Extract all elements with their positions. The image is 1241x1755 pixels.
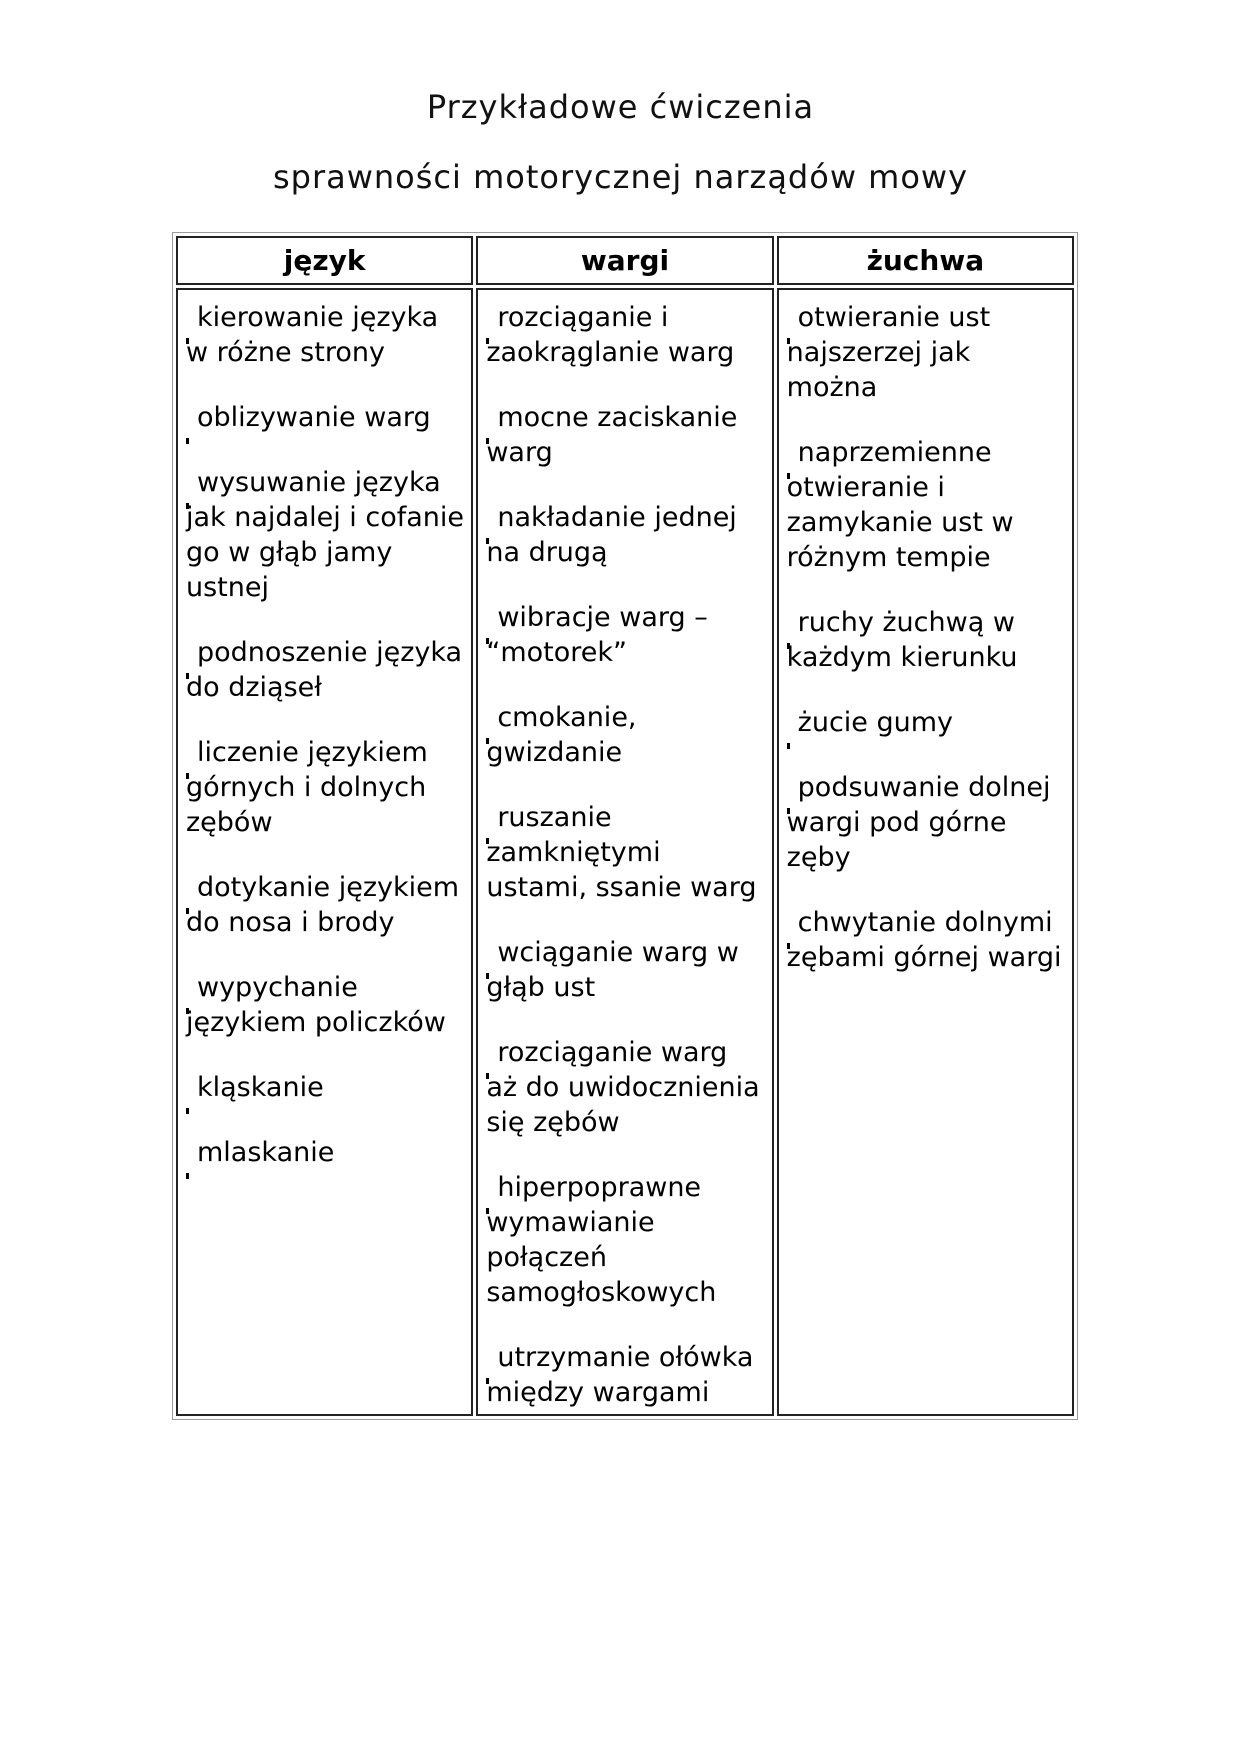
list-item <box>186 970 465 1040</box>
item-text: mlaskanie <box>197 1137 335 1168</box>
item-text: kierowanie języka w różne strony <box>186 302 439 368</box>
item-text: utrzymanie ołówka między wargami <box>486 1342 754 1408</box>
list-item <box>486 1170 765 1310</box>
item-text: liczenie językiem górnych i dolnych zębów <box>186 737 428 838</box>
list-item <box>186 400 465 435</box>
item-text: ruchy żuchwą w każdym kierunku <box>786 607 1018 673</box>
list-item <box>486 1340 765 1410</box>
item-text: chwytanie dolnymi zębami górnej wargi <box>786 907 1062 973</box>
column-wargi <box>476 288 773 1416</box>
item-text: podnoszenie języka do dziąseł <box>186 637 463 703</box>
item-text: cmokanie, gwizdanie <box>486 702 637 768</box>
column-zuchwa <box>777 288 1074 1416</box>
list-item <box>186 1135 465 1170</box>
list-item <box>486 700 765 770</box>
item-text: rozciąganie warg aż do uwidocznienia się zębów <box>486 1037 760 1138</box>
list-item <box>486 800 765 905</box>
list-item <box>486 935 765 1005</box>
item-text: wysuwanie języka jak najdalej i cofanie go w głąb jamy ustnej <box>186 467 465 603</box>
header-row <box>176 236 1074 285</box>
exercises-table <box>172 232 1078 1420</box>
list-item <box>486 1035 765 1140</box>
list-item <box>186 735 465 840</box>
item-text: rozciąganie i zaokrąglanie warg <box>486 302 735 368</box>
page-subtitle: sprawności motorycznej narządów mowy <box>272 158 969 196</box>
list-item <box>486 500 765 570</box>
item-text: ruszanie zamkniętymi ustami, ssanie warg <box>486 802 757 903</box>
list-item <box>486 400 765 470</box>
column-header-wargi: wargi <box>476 236 773 285</box>
item-text: wypychanie językiem policzków <box>186 972 446 1038</box>
column-header-zuchwa: żuchwa <box>777 236 1074 285</box>
list-item <box>787 605 1066 675</box>
item-text: podsuwanie dolnej wargi pod górne zęby <box>786 772 1051 873</box>
list-item <box>186 1070 465 1105</box>
column-header-jezyk: język <box>176 236 473 285</box>
item-text: kląskanie <box>197 1072 324 1103</box>
list-item <box>787 905 1066 975</box>
item-text: naprzemienne otwieranie i zamykanie ust w różnym tempie <box>786 437 1014 573</box>
list-item <box>787 435 1066 575</box>
list-item <box>787 300 1066 405</box>
list-item <box>486 300 765 370</box>
list-item <box>787 705 1066 740</box>
page-title: Przykładowe ćwiczenia <box>426 88 815 126</box>
item-text: hiperpoprawne wymawianie połączeń samogłoskowych <box>486 1172 717 1308</box>
item-text: oblizywanie warg <box>197 402 431 433</box>
item-text: nakładanie jednej na drugą <box>486 502 737 568</box>
item-text: wciąganie warg w głąb ust <box>486 937 739 1003</box>
list-item <box>186 870 465 940</box>
list-item <box>486 600 765 670</box>
item-text: żucie gumy <box>797 707 954 738</box>
item-text: mocne zaciskanie warg <box>486 402 738 468</box>
list-item <box>186 300 465 370</box>
list-item <box>186 465 465 605</box>
item-text: dotykanie językiem do nosa i brody <box>186 872 460 938</box>
content-row <box>176 288 1074 1416</box>
list-item <box>787 770 1066 875</box>
item-text: wibracje warg – “motorek” <box>486 602 708 668</box>
column-jezyk <box>176 288 473 1416</box>
list-item <box>186 635 465 705</box>
item-text: otwieranie ust najszerzej jak można <box>786 302 991 403</box>
